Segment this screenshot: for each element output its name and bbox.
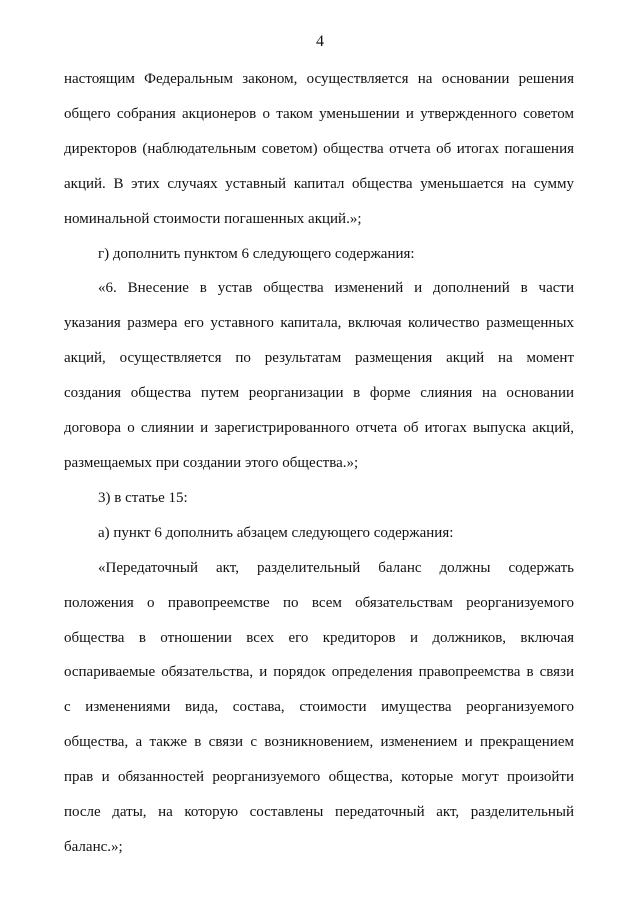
text-line: после даты, на которую составлены передаточный акт, разделительный (64, 804, 574, 821)
text-line: директоров (наблюдательным советом) общества отчета об итогах погашения (64, 140, 574, 157)
text-line: номинальной стоимости погашенных акций.»; (64, 210, 362, 227)
text-line: «6. Внесение в устав общества изменений и дополнений в части (98, 280, 574, 297)
text-line: 3) в статье 15: (98, 489, 188, 506)
text-line: акций. В этих случаях уставный капитал общества уменьшается на сумму (64, 175, 574, 192)
paragraph-transfer-act (64, 551, 574, 865)
text-line: договора о слиянии и зарегистрированного отчета об итогах выпуска акций, (64, 420, 574, 437)
text-line: г) дополнить пунктом 6 следующего содержания: (98, 245, 415, 262)
paragraph-clause-6 (64, 271, 574, 480)
text-line: общества, а также в связи с возникновением, изменением и прекращением (64, 734, 574, 751)
text-line: общего собрания акционеров о таком уменьшении и утвержденного советом (64, 105, 574, 122)
text-line: общества в отношении всех его кредиторов и должников, включая (64, 629, 574, 646)
paragraph-item-3 (64, 481, 574, 516)
text-line: «Передаточный акт, разделительный баланс должны содержать (98, 559, 574, 576)
text-line: положения о правопреемстве по всем обязательствам реорганизуемого (64, 594, 574, 611)
page-number: 4 (316, 33, 324, 50)
paragraph-item-g (64, 237, 574, 272)
text-line: баланс.»; (64, 838, 123, 855)
text-line: указания размера его уставного капитала, включая количество размещенных (64, 315, 574, 332)
text-line: акций, осуществляется по результатам размещения акций на момент (64, 350, 574, 367)
text-line: с изменениями вида, состава, стоимости имущества реорганизуемого (64, 699, 574, 716)
paragraph-continuation (64, 62, 574, 237)
document-body (64, 62, 574, 865)
text-line: размещаемых при создании этого общества.»; (64, 454, 359, 471)
paragraph-item-a (64, 516, 574, 551)
text-line: а) пункт 6 дополнить абзацем следующего содержания: (98, 524, 454, 541)
text-line: оспариваемые обязательства, и порядок определения правопреемства в связи (64, 664, 574, 681)
text-line: создания общества путем реорганизации в форме слияния на основании (64, 385, 574, 402)
text-line: прав и обязанностей реорганизуемого общества, которые могут произойти (64, 769, 574, 786)
text-line: настоящим Федеральным законом, осуществляется на основании решения (64, 71, 574, 87)
